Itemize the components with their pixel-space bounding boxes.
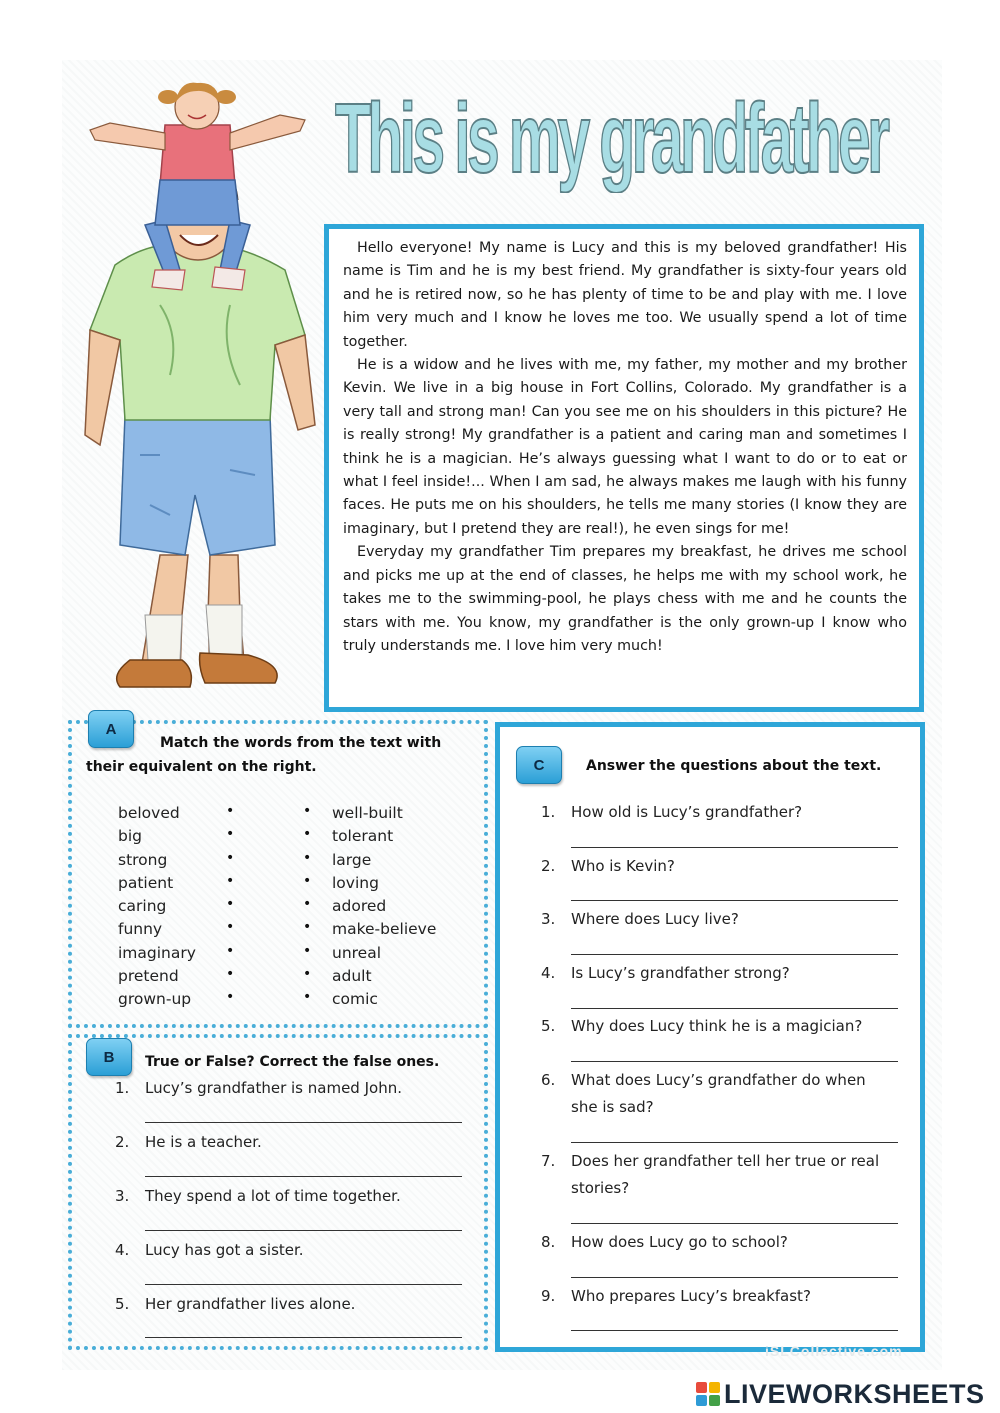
liveworksheets-icon: [696, 1382, 720, 1406]
answer-line[interactable]: [571, 1008, 898, 1009]
answer-line[interactable]: [571, 1277, 898, 1278]
item-number: 1.: [115, 1079, 130, 1097]
match-dot[interactable]: •: [303, 826, 312, 843]
match-right-column: [332, 802, 436, 1012]
answer-line[interactable]: [145, 1230, 462, 1231]
match-dot[interactable]: •: [226, 966, 235, 983]
item-number: 4.: [115, 1241, 130, 1259]
item-text: He is a teacher.: [145, 1133, 262, 1151]
item-number: 7.: [541, 1152, 556, 1170]
item-number: 1.: [541, 803, 556, 821]
answer-line[interactable]: [571, 847, 898, 848]
match-right-word: tolerant: [332, 827, 394, 846]
item-number: 6.: [541, 1071, 556, 1089]
match-right-word: make-believe: [332, 920, 437, 939]
match-right-word: adored: [332, 897, 387, 916]
item-text: Is Lucy’s grandfather strong?: [571, 964, 790, 982]
section-c-badge: C: [516, 746, 562, 784]
match-right-word: loving: [332, 873, 379, 892]
item-number: 5.: [541, 1017, 556, 1035]
match-left-word: funny: [118, 920, 163, 939]
grandfather-illustration: [70, 75, 330, 695]
section-c-instruction: Answer the questions about the text.: [586, 758, 882, 774]
answer-line[interactable]: [145, 1176, 462, 1177]
reading-paragraph-3: Everyday my grandfather Tim prepares my breakfast, he drives me school and picks me up at the end of classes, he helps me with my school work, he takes me to the swimming-pool, he plays chess with me and he counts the stars with me. You know, my grandfather is the only grown-up I know who truly understands me. I love him very much!: [343, 544, 907, 654]
item-text: Does her grandfather tell her true or real: [571, 1152, 880, 1170]
answer-line[interactable]: [145, 1284, 462, 1285]
section-a-instruction-line2: their equivalent on the right.: [86, 759, 317, 775]
answer-line[interactable]: [571, 1142, 898, 1143]
item-number: 2.: [115, 1133, 130, 1151]
item-text: Who is Kevin?: [571, 857, 675, 875]
section-a-instruction-line1: Match the words from the text with: [160, 735, 442, 751]
answer-line[interactable]: [571, 1223, 898, 1224]
watermark: iSLCollective.com: [765, 1343, 903, 1359]
liveworksheets-logo[interactable]: [696, 1378, 996, 1410]
item-text: Lucy’s grandfather is named John.: [145, 1079, 402, 1097]
reading-paragraph-2: He is a widow and he lives with me, my father, my mother and my brother Kevin. We live in a big house in Fort Collins, Colorado. My grandfather is a very tall and strong man! Can you see me on his shoulders in this picture? He is really strong! My grandfather is a patient and caring man and sometimes I think he is a magician. He’s always guessing what I want to do or to eat or what I feel inside!... When I am sad, he always makes me laugh with his funny faces. He puts me on his shoulders, he tells me many stories (I know they are imaginary, but I pretend they are real!), he even sings for me!: [343, 357, 907, 537]
item-text-continued: she is sad?: [571, 1098, 654, 1116]
match-right-word: adult: [332, 967, 372, 986]
page-title: This is my grandfather: [335, 83, 887, 193]
item-text: Her grandfather lives alone.: [145, 1295, 356, 1313]
match-left-word: beloved: [118, 804, 180, 822]
match-left-dots: [226, 800, 234, 1010]
match-right-word: unreal: [332, 943, 382, 962]
match-dot[interactable]: •: [226, 989, 235, 1006]
item-text: Why does Lucy think he is a magician?: [571, 1017, 863, 1035]
match-dot[interactable]: •: [303, 849, 312, 866]
match-right-word: well-built: [332, 804, 403, 822]
match-dot[interactable]: •: [303, 896, 312, 913]
item-number: 8.: [541, 1233, 556, 1251]
match-left-word: strong: [118, 850, 168, 869]
match-right-word: comic: [332, 990, 378, 1009]
match-left-word: patient: [118, 873, 174, 892]
match-dot[interactable]: •: [226, 803, 235, 819]
item-number: 9.: [541, 1287, 556, 1305]
match-left-word: caring: [118, 897, 167, 916]
match-dot[interactable]: •: [226, 872, 235, 889]
reading-paragraph-1: Hello everyone! My name is Lucy and this is my beloved grandfather! His name is Tim and he is my best friend. My grandfather is sixty-four years old and he is retired now, so he has plenty of time to be and play with me. I love him very much and I know he loves me too. We usually spend a lot of time together.: [343, 240, 907, 350]
item-text: How does Lucy go to school?: [571, 1233, 788, 1251]
match-dot[interactable]: •: [226, 919, 235, 936]
answer-line[interactable]: [571, 900, 898, 901]
item-text: What does Lucy’s grandfather do when: [571, 1071, 866, 1089]
section-b-instruction: True or False? Correct the false ones.: [145, 1054, 440, 1070]
section-a-badge: A: [88, 710, 134, 748]
item-text: They spend a lot of time together.: [145, 1187, 401, 1205]
match-dot[interactable]: •: [303, 942, 312, 959]
item-text-continued: stories?: [571, 1179, 630, 1197]
section-b-badge: B: [86, 1038, 132, 1076]
answer-line[interactable]: [145, 1122, 462, 1123]
match-right-word: large: [332, 850, 372, 869]
item-number: 3.: [115, 1187, 130, 1205]
match-dot[interactable]: •: [226, 896, 235, 913]
match-dot[interactable]: •: [226, 942, 235, 959]
match-left-word: big: [118, 827, 142, 846]
match-dot[interactable]: •: [303, 989, 312, 1006]
answer-line[interactable]: [145, 1337, 462, 1338]
answer-line[interactable]: [571, 954, 898, 955]
match-dot[interactable]: •: [226, 826, 235, 843]
match-dot[interactable]: •: [303, 872, 312, 889]
item-text: How old is Lucy’s grandfather?: [571, 803, 803, 821]
item-text: Who prepares Lucy’s breakfast?: [571, 1287, 811, 1305]
match-left-word: imaginary: [118, 943, 196, 962]
answer-line[interactable]: [571, 1330, 898, 1331]
match-left-word: grown-up: [118, 990, 192, 1009]
match-dot[interactable]: •: [303, 966, 312, 983]
match-left-column: [118, 802, 196, 1012]
item-number: 2.: [541, 857, 556, 875]
liveworksheets-wordmark: LIVEWORKSHEETS: [724, 1379, 985, 1409]
reading-passage: [324, 224, 924, 712]
answer-line[interactable]: [571, 1061, 898, 1062]
item-text: Lucy has got a sister.: [145, 1241, 304, 1259]
match-left-word: pretend: [118, 967, 179, 986]
match-dot[interactable]: •: [303, 803, 312, 819]
match-right-dots: [303, 800, 311, 1010]
match-dot[interactable]: •: [226, 849, 235, 866]
item-text: Where does Lucy live?: [571, 910, 739, 928]
item-number: 5.: [115, 1295, 130, 1313]
item-number: 3.: [541, 910, 556, 928]
match-dot[interactable]: •: [303, 919, 312, 936]
item-number: 4.: [541, 964, 556, 982]
